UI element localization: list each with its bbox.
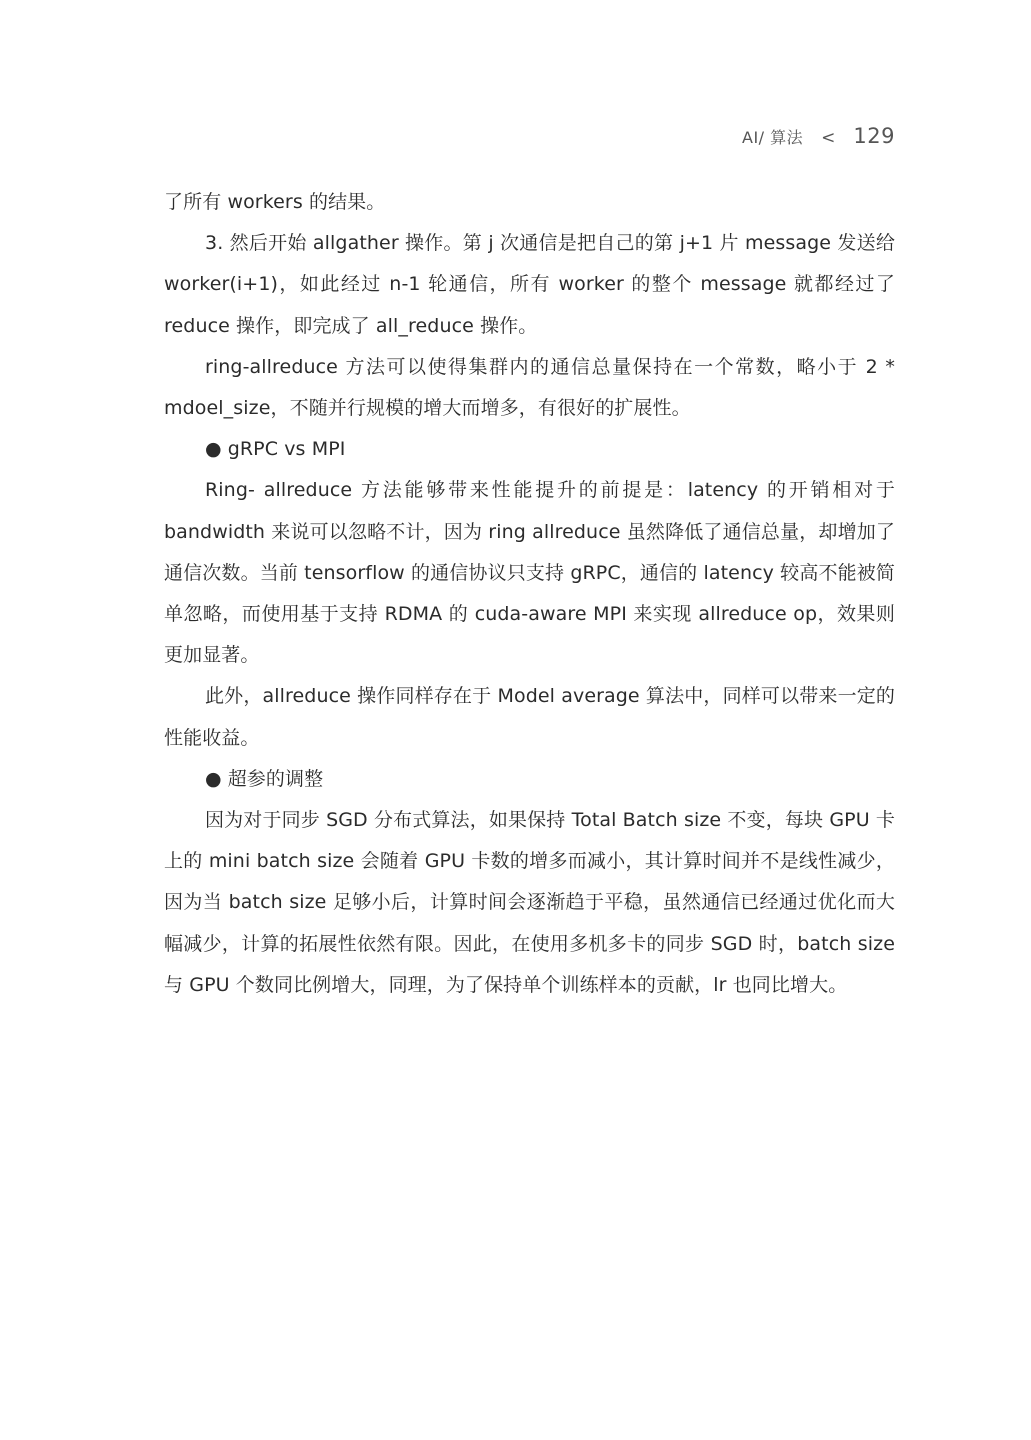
running-header xyxy=(742,124,895,148)
bullet-label: 超参的调整 xyxy=(227,767,324,790)
paragraph-allgather-step: 3. 然后开始 allgather 操作。第 j 次通信是把自己的第 j+1 片 message 发送给 worker(i+1)，如此经过 n-1 轮通信，所有 worker 的整个 message 就都经过了 reduce 操作，即完成了 all_reduce 操作。 xyxy=(164,232,895,337)
separator-glyph: < xyxy=(821,128,836,148)
bullet-icon: ● xyxy=(205,438,222,461)
paragraph-ring-allreduce: ring-allreduce 方法可以使得集群内的通信总量保持在一个常数，略小于 2 * mdoel_size，不随并行规模的增大而增多，有很好的扩展性。 xyxy=(164,355,895,420)
paragraph-continuation: 了所有 workers 的结果。 xyxy=(164,191,386,213)
page-body xyxy=(164,182,895,1006)
bullet-label: gRPC vs MPI xyxy=(227,438,346,461)
paragraph-latency: Ring- allreduce 方法能够带来性能提升的前提是：latency 的开销相对于 bandwidth 来说可以忽略不计，因为 ring allreduce 虽然降低了通信总量，却增加了通信次数。当前 tensorflow 的通信协议只支持 gRPC，通信的 latency 较高不能被简单忽略，而使用基于支持 RDMA 的 cuda-aware MPI 来实现 allreduce op，效果则更加显著。 xyxy=(164,479,895,667)
section-title: AI/ 算法 xyxy=(742,128,804,147)
paragraph-sgd-batch: 因为对于同步 SGD 分布式算法，如果保持 Total Batch size 不变，每块 GPU 卡上的 mini batch size 会随着 GPU 卡数的增多而减小，其计算时间并不是线性减少，因为当 batch size 足够小后，计算时间会逐渐趋于平稳，虽然通信已经通过优化而大幅减少，计算的拓展性依然有限。因此，在使用多机多卡的同步 SGD 时，batch size 与 GPU 个数同比例增大，同理，为了保持单个训练样本的贡献，lr 也同比增大。 xyxy=(164,809,895,996)
bullet-grpc-vs-mpi xyxy=(164,429,895,470)
bullet-hyperparameters xyxy=(164,759,895,800)
bullet-icon: ● xyxy=(205,767,222,790)
paragraph-model-average: 此外，allreduce 操作同样存在于 Model average 算法中，同样可以带来一定的性能收益。 xyxy=(164,685,895,749)
page-number: 129 xyxy=(853,124,895,148)
